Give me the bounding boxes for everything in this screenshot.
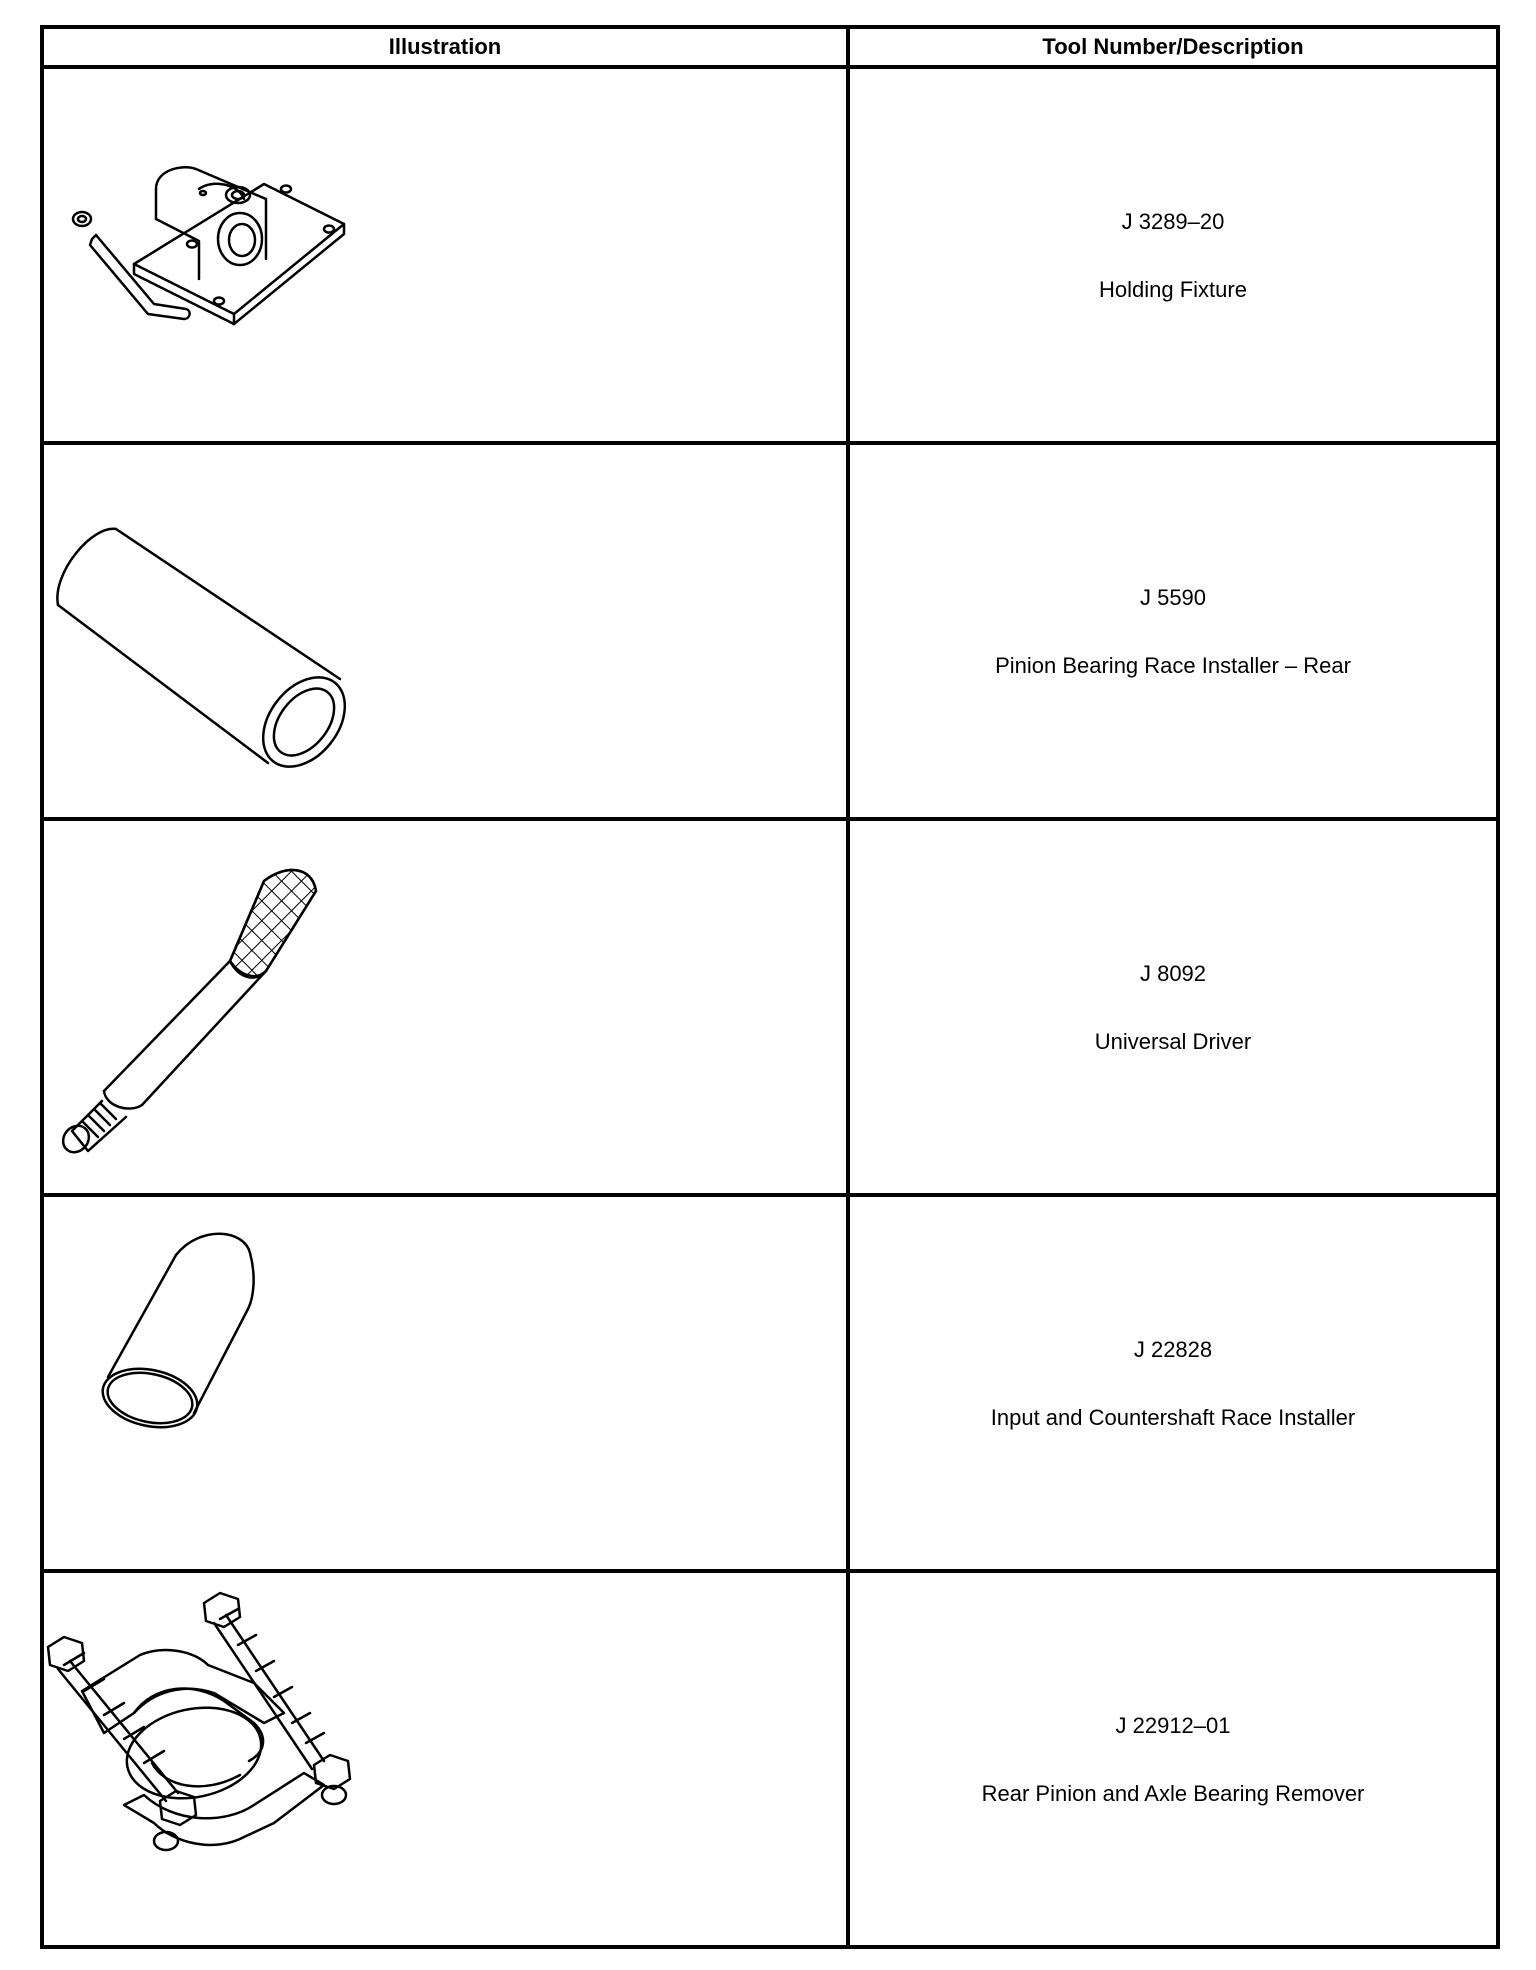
header-row [44, 29, 1496, 69]
illustration-cell [44, 1573, 846, 1949]
tool-description: Universal Driver [1094, 1029, 1252, 1054]
header-tool-description: Tool Number/Description [1042, 34, 1304, 59]
description-cell [850, 1573, 1496, 1949]
table-row [44, 69, 1496, 445]
illustration-cell [44, 445, 846, 817]
description-cell [850, 69, 1496, 441]
tool-number: J 3289–20 [1121, 209, 1225, 234]
tool-description: Rear Pinion and Axle Bearing Remover [981, 1781, 1365, 1806]
description-cell [850, 1197, 1496, 1569]
tool-description: Pinion Bearing Race Installer – Rear [995, 653, 1351, 678]
description-cell [850, 445, 1496, 817]
tool-description: Input and Countershaft Race Installer [990, 1405, 1356, 1430]
header-illustration: Illustration [388, 34, 502, 59]
table-row [44, 445, 1496, 821]
tool-number: J 22828 [1133, 1337, 1213, 1362]
tool-number: J 8092 [1139, 961, 1207, 986]
holding-fixture-icon [44, 69, 846, 445]
description-cell [850, 821, 1496, 1193]
illustration-cell [44, 821, 846, 1193]
illustration-cell [44, 1197, 846, 1569]
tool-description: Holding Fixture [1099, 277, 1247, 302]
tool-number: J 5590 [1139, 585, 1207, 610]
tool-number: J 22912–01 [1115, 1713, 1231, 1738]
tool-table [40, 25, 1500, 1949]
illustration-cell [44, 69, 846, 441]
bearing-remover-icon [44, 1573, 846, 1949]
countershaft-installer-icon [44, 1197, 846, 1573]
universal-driver-icon [44, 821, 846, 1197]
table-row [44, 821, 1496, 1197]
table-row [44, 1197, 1496, 1573]
table-row [44, 1573, 1496, 1949]
race-installer-icon [44, 445, 846, 821]
